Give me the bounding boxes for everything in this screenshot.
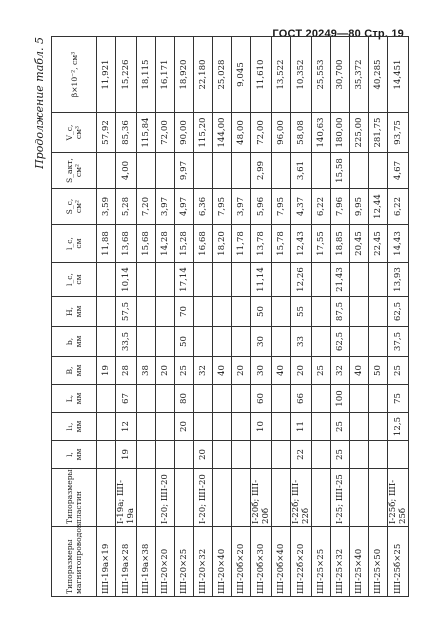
table-cell: 13,522 xyxy=(272,36,291,112)
table-cell: 40 xyxy=(213,356,232,384)
column-header-name: β×10⁻², см³ xyxy=(69,51,79,97)
table-cell: 21,43 xyxy=(331,262,350,296)
column-header-unit: см² xyxy=(74,199,83,213)
table-cell: 22,180 xyxy=(194,36,213,112)
table-cell: 16,171 xyxy=(156,36,175,112)
table-cell: 11,88 xyxy=(97,224,116,262)
column-header-name: L, xyxy=(65,394,74,402)
table-cell: ШI-25×32 xyxy=(331,526,350,596)
table-cell xyxy=(369,262,388,296)
table-cell xyxy=(369,412,388,440)
table-cell xyxy=(137,468,156,526)
table-cell xyxy=(213,468,232,526)
table-row xyxy=(312,36,331,596)
table-cell: ШI-20б×20 xyxy=(232,526,251,596)
table-cell xyxy=(251,440,272,468)
table-cell xyxy=(137,384,156,412)
table-cell xyxy=(232,384,251,412)
table-cell: 12,44 xyxy=(369,188,388,224)
column-header-name: l_с, xyxy=(65,236,74,250)
table-cell xyxy=(194,384,213,412)
table-cell xyxy=(272,262,291,296)
table-cell xyxy=(97,384,116,412)
table-header-row xyxy=(52,36,97,596)
table-cell: 9,97 xyxy=(175,152,194,188)
table-cell xyxy=(97,326,116,356)
table-cell: 72,00 xyxy=(251,112,272,152)
table-cell: ШI-20б×30 xyxy=(251,526,272,596)
table-cell: 48,00 xyxy=(232,112,251,152)
table-cell: 62,5 xyxy=(388,296,409,326)
table-cell xyxy=(369,384,388,412)
table-cell xyxy=(175,440,194,468)
column-header-name: Типоразмеры пластин xyxy=(65,468,83,524)
table-cell: 40 xyxy=(350,356,369,384)
table-cell xyxy=(156,412,175,440)
table-row xyxy=(331,36,350,596)
table-cell xyxy=(194,152,213,188)
table-cell xyxy=(232,468,251,526)
table-cell: 11,78 xyxy=(232,224,251,262)
table-cell: 14,28 xyxy=(156,224,175,262)
table-cell: I-20б; ШI-20б xyxy=(251,468,272,526)
table-cell: 75 xyxy=(388,384,409,412)
table-cell: 11,610 xyxy=(251,36,272,112)
table-cell: 35,372 xyxy=(350,36,369,112)
table-cell: 281,75 xyxy=(369,112,388,152)
table-cell xyxy=(369,440,388,468)
column-header-unit: мм xyxy=(74,364,83,376)
table-row xyxy=(388,36,409,596)
table-cell xyxy=(137,296,156,326)
column-header xyxy=(52,440,97,468)
rotated-content xyxy=(33,36,408,597)
table-cell xyxy=(213,262,232,296)
table-cell: 15,68 xyxy=(137,224,156,262)
table-cell: 115,84 xyxy=(137,112,156,152)
column-header-name: V_c, xyxy=(65,124,74,140)
column-header xyxy=(52,326,97,356)
table-cell: 3,61 xyxy=(291,152,312,188)
table-cell: 19 xyxy=(116,440,137,468)
table-cell: 18,85 xyxy=(331,224,350,262)
table-cell: 17,55 xyxy=(312,224,331,262)
table-cell: 5,28 xyxy=(116,188,137,224)
table-cell xyxy=(272,468,291,526)
table-cell: 7,96 xyxy=(331,188,350,224)
column-header-unit: мм xyxy=(74,392,83,404)
table-cell: 25,028 xyxy=(213,36,232,112)
table-cell xyxy=(232,262,251,296)
table-cell xyxy=(232,326,251,356)
table-cell: 28 xyxy=(116,356,137,384)
column-header-name: S_c, xyxy=(65,198,74,214)
table-cell: 12 xyxy=(116,412,137,440)
table-cell: 38 xyxy=(137,356,156,384)
table-cell: 3,97 xyxy=(156,188,175,224)
table-cell: 25 xyxy=(388,356,409,384)
table-cell xyxy=(388,440,409,468)
table-cell: 50 xyxy=(251,296,272,326)
table-cell xyxy=(312,262,331,296)
table-cell xyxy=(213,412,232,440)
table-cell: 66 xyxy=(291,384,312,412)
table-cell xyxy=(312,468,331,526)
table-cell: 4,00 xyxy=(116,152,137,188)
table-cell: ШI-19а×28 xyxy=(116,526,137,596)
column-header xyxy=(52,468,97,526)
table-cell: 50 xyxy=(175,326,194,356)
table-cell: 30,700 xyxy=(331,36,350,112)
table-cell: 11,14 xyxy=(251,262,272,296)
table-cell xyxy=(232,440,251,468)
table-cell: 15,78 xyxy=(272,224,291,262)
column-header-unit: см xyxy=(74,237,83,249)
table-cell: I-19а; ШI-19а xyxy=(116,468,137,526)
table-cell xyxy=(156,384,175,412)
table-cell: I-20; ШI-20 xyxy=(156,468,175,526)
table-row xyxy=(137,36,156,596)
table-cell: I-25б; ШI-25б xyxy=(388,468,409,526)
table-cell xyxy=(350,440,369,468)
table-cell xyxy=(194,296,213,326)
table-cell: 13,93 xyxy=(388,262,409,296)
table-cell: ШI-22б×20 xyxy=(291,526,312,596)
column-header-name: Типоразмеры магнитопроводов xyxy=(65,523,83,594)
table-cell: 18,20 xyxy=(213,224,232,262)
table-cell xyxy=(137,262,156,296)
table-cell xyxy=(232,296,251,326)
table-cell xyxy=(194,412,213,440)
table-cell xyxy=(156,326,175,356)
table-cell: 18,115 xyxy=(137,36,156,112)
table-cell: 37,5 xyxy=(388,326,409,356)
table-row xyxy=(369,36,388,596)
column-header xyxy=(52,224,97,262)
table-cell: 7,95 xyxy=(272,188,291,224)
table-cell xyxy=(97,296,116,326)
table-cell xyxy=(97,440,116,468)
table-cell: I-20; ШI-20 xyxy=(194,468,213,526)
parameters-table xyxy=(51,36,409,597)
table-cell: 180,00 xyxy=(331,112,350,152)
table-cell: 40,285 xyxy=(369,36,388,112)
table-cell: 58,08 xyxy=(291,112,312,152)
table-cell: 20 xyxy=(175,412,194,440)
table-cell xyxy=(272,296,291,326)
table-row xyxy=(175,36,194,596)
table-cell xyxy=(312,296,331,326)
column-header-unit: см xyxy=(74,273,83,285)
table-cell xyxy=(350,468,369,526)
table-row xyxy=(291,36,312,596)
table-cell xyxy=(213,440,232,468)
table-cell xyxy=(312,384,331,412)
table-cell: 57,92 xyxy=(97,112,116,152)
table-cell: 55 xyxy=(291,296,312,326)
table-cell: 57,5 xyxy=(116,296,137,326)
table-cell: 93,75 xyxy=(388,112,409,152)
table-continuation-label: Продолжение табл. 5 xyxy=(33,36,46,169)
table-cell: ШI-20б×40 xyxy=(272,526,291,596)
table-cell: 7,95 xyxy=(213,188,232,224)
table-cell xyxy=(213,296,232,326)
table-cell xyxy=(156,152,175,188)
table-cell: 40 xyxy=(272,356,291,384)
table-cell: 225,00 xyxy=(350,112,369,152)
table-cell: 12,5 xyxy=(388,412,409,440)
table-cell xyxy=(369,296,388,326)
table-cell: 115,20 xyxy=(194,112,213,152)
table-cell: ШI-25×25 xyxy=(312,526,331,596)
table-row xyxy=(272,36,291,596)
column-header xyxy=(52,112,97,152)
table-cell: 70 xyxy=(175,296,194,326)
table-cell: 30 xyxy=(251,356,272,384)
table-cell: 15,226 xyxy=(116,36,137,112)
table-cell xyxy=(272,152,291,188)
table-cell xyxy=(232,152,251,188)
table-cell xyxy=(232,412,251,440)
table-cell xyxy=(97,468,116,526)
table-cell: 22,45 xyxy=(369,224,388,262)
table-cell xyxy=(369,326,388,356)
table-cell: 14,43 xyxy=(388,224,409,262)
table-cell xyxy=(369,468,388,526)
table-cell: 50 xyxy=(369,356,388,384)
column-header-unit: мм xyxy=(74,305,83,317)
table-cell xyxy=(272,326,291,356)
table-cell xyxy=(137,326,156,356)
table-cell: 30 xyxy=(251,326,272,356)
table-cell: ШI-20×40 xyxy=(213,526,232,596)
table-cell xyxy=(350,152,369,188)
table-row xyxy=(251,36,272,596)
table-cell xyxy=(350,384,369,412)
table-row xyxy=(156,36,175,596)
table-cell xyxy=(213,326,232,356)
table-cell: ШI-19а×19 xyxy=(97,526,116,596)
table-cell xyxy=(350,412,369,440)
table-cell: 4,67 xyxy=(388,152,409,188)
table-cell: 6,22 xyxy=(312,188,331,224)
table-cell: 25 xyxy=(331,440,350,468)
column-header xyxy=(52,523,97,596)
table-cell: ШI-25×50 xyxy=(369,526,388,596)
table-cell xyxy=(350,262,369,296)
table-cell xyxy=(175,468,194,526)
table-cell: 144,00 xyxy=(213,112,232,152)
table-row xyxy=(97,36,116,596)
table-cell: 12,43 xyxy=(291,224,312,262)
table-cell xyxy=(97,152,116,188)
table-cell: 67 xyxy=(116,384,137,412)
table-cell: 25,553 xyxy=(312,36,331,112)
column-header-unit: мм xyxy=(74,420,83,432)
column-header xyxy=(52,152,97,188)
table-cell: 20,45 xyxy=(350,224,369,262)
column-header xyxy=(52,296,97,326)
column-header xyxy=(52,36,97,112)
table-cell xyxy=(137,152,156,188)
table-cell: 33,5 xyxy=(116,326,137,356)
table-cell xyxy=(194,326,213,356)
column-header xyxy=(52,384,97,412)
table-cell xyxy=(97,412,116,440)
table-cell xyxy=(137,412,156,440)
table-cell: 32 xyxy=(194,356,213,384)
column-header-unit: см³ xyxy=(74,125,83,139)
table-cell xyxy=(156,440,175,468)
table-cell: 2,99 xyxy=(251,152,272,188)
table-cell xyxy=(350,326,369,356)
column-header-name: H, xyxy=(65,306,74,316)
table-cell: 25 xyxy=(175,356,194,384)
table-cell: 100 xyxy=(331,384,350,412)
table-cell: 19 xyxy=(97,356,116,384)
table-cell: 60 xyxy=(251,384,272,412)
table-cell xyxy=(156,296,175,326)
table-cell: 17,14 xyxy=(175,262,194,296)
column-header-name: l₁, xyxy=(65,422,74,430)
column-header-name: l_c, xyxy=(65,272,74,286)
table-row xyxy=(232,36,251,596)
table-cell: 6,36 xyxy=(194,188,213,224)
table-cell: 18,920 xyxy=(175,36,194,112)
table-cell: ШI-19а×38 xyxy=(137,526,156,596)
table-cell: 72,00 xyxy=(156,112,175,152)
table-cell: 20 xyxy=(156,356,175,384)
column-header xyxy=(52,188,97,224)
table-cell xyxy=(272,412,291,440)
table-cell: 90,00 xyxy=(175,112,194,152)
table-cell xyxy=(350,296,369,326)
table-cell xyxy=(194,262,213,296)
table-cell: 3,97 xyxy=(232,188,251,224)
table-cell: 20 xyxy=(232,356,251,384)
table-cell: 25 xyxy=(312,356,331,384)
table-cell: 4,97 xyxy=(175,188,194,224)
table-cell: 22 xyxy=(291,440,312,468)
table-body xyxy=(97,36,409,596)
table-cell xyxy=(137,440,156,468)
column-header xyxy=(52,412,97,440)
table-cell: ШI-20×32 xyxy=(194,526,213,596)
table-cell: 12,26 xyxy=(291,262,312,296)
column-header-unit: см² xyxy=(74,163,83,177)
column-header-unit: мм xyxy=(74,448,83,460)
table-cell: 9,045 xyxy=(232,36,251,112)
table-cell: ШI-25б×25 xyxy=(388,526,409,596)
column-header-name: B, xyxy=(65,366,74,374)
table-cell xyxy=(213,384,232,412)
table-row xyxy=(194,36,213,596)
table-cell: 10,14 xyxy=(116,262,137,296)
column-header-name: b, xyxy=(65,337,74,345)
table-row xyxy=(116,36,137,596)
table-cell: 10,352 xyxy=(291,36,312,112)
table-cell: 6,22 xyxy=(388,188,409,224)
column-header xyxy=(52,262,97,296)
column-header-unit: мм xyxy=(74,335,83,347)
table-cell xyxy=(312,440,331,468)
table-cell: 96,00 xyxy=(272,112,291,152)
table-cell xyxy=(312,152,331,188)
table-cell: 85,36 xyxy=(116,112,137,152)
table-cell: 140,63 xyxy=(312,112,331,152)
table-cell: 16,68 xyxy=(194,224,213,262)
table-cell xyxy=(312,412,331,440)
table-cell: 15,28 xyxy=(175,224,194,262)
table-cell xyxy=(369,152,388,188)
table-cell: 13,78 xyxy=(251,224,272,262)
table-cell: 3,59 xyxy=(97,188,116,224)
column-header xyxy=(52,356,97,384)
table-cell xyxy=(312,326,331,356)
table-row xyxy=(350,36,369,596)
table-cell xyxy=(156,262,175,296)
table-cell: 5,96 xyxy=(251,188,272,224)
table-cell: ШI-25×40 xyxy=(350,526,369,596)
table-cell: ШI-20×25 xyxy=(175,526,194,596)
table-cell: 15,58 xyxy=(331,152,350,188)
table-cell xyxy=(272,440,291,468)
table-cell: ШI-20×20 xyxy=(156,526,175,596)
column-header-name: S_акт, xyxy=(65,157,74,183)
table-cell: 32 xyxy=(331,356,350,384)
table-cell: 80 xyxy=(175,384,194,412)
table-cell: 7,20 xyxy=(137,188,156,224)
table-cell: 11,921 xyxy=(97,36,116,112)
page-header: ГОСТ 20249—80 Стр. 19 xyxy=(272,28,404,40)
table-cell: I-25; ШI-25 xyxy=(331,468,350,526)
table-cell: 20 xyxy=(194,440,213,468)
table-cell: I-22б; ШI-22б xyxy=(291,468,312,526)
table-cell: 25 xyxy=(331,412,350,440)
table-cell xyxy=(272,384,291,412)
table-cell: 87,5 xyxy=(331,296,350,326)
table-cell: 14,451 xyxy=(388,36,409,112)
table-cell xyxy=(97,262,116,296)
table-cell: 10 xyxy=(251,412,272,440)
table-cell: 13,68 xyxy=(116,224,137,262)
table-cell: 33 xyxy=(291,326,312,356)
table-row xyxy=(213,36,232,596)
table-cell xyxy=(213,152,232,188)
column-header-name: l, xyxy=(65,451,74,457)
table-cell: 62,5 xyxy=(331,326,350,356)
table-cell: 9,95 xyxy=(350,188,369,224)
table-cell: 4,37 xyxy=(291,188,312,224)
table-cell: 11 xyxy=(291,412,312,440)
table-cell: 20 xyxy=(291,356,312,384)
